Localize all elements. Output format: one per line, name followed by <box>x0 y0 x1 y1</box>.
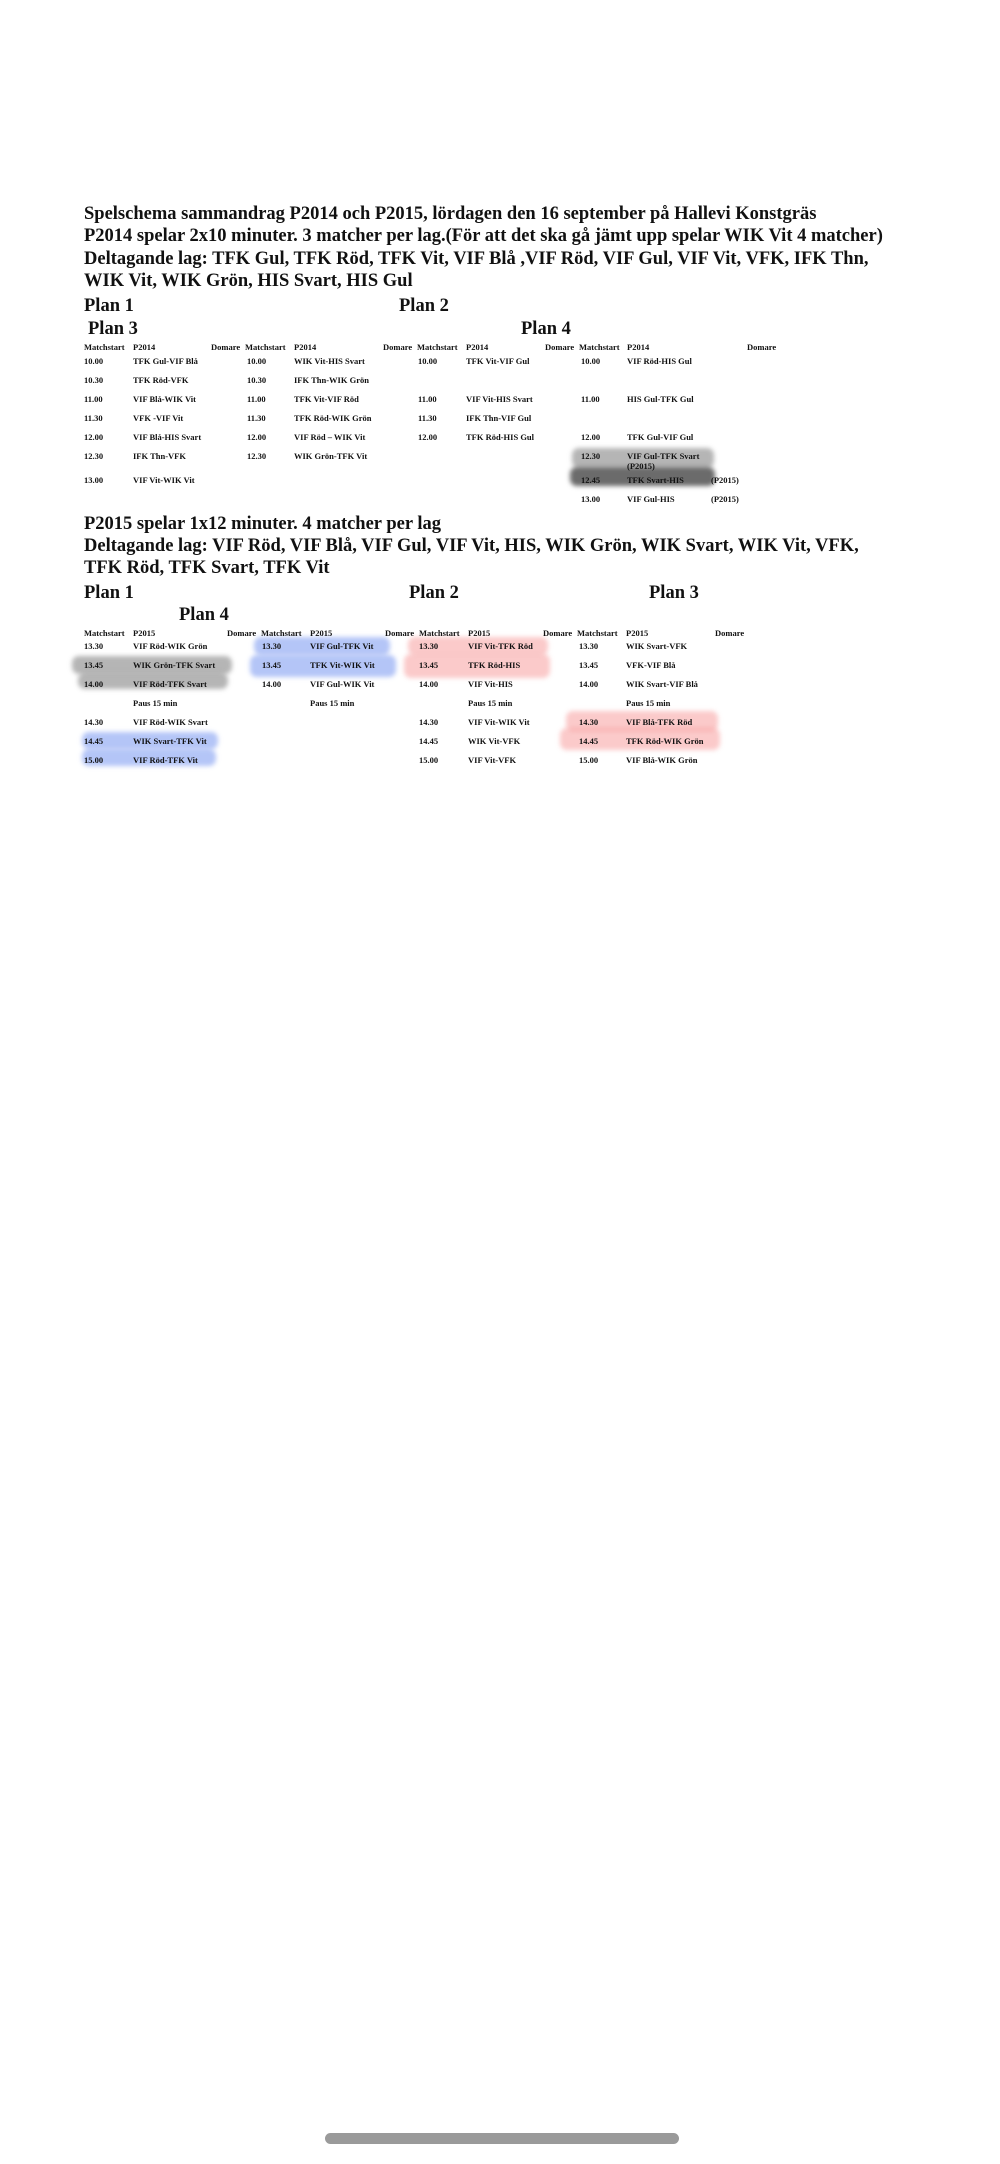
match-name: WIK Grön-TFK Svart <box>133 660 216 670</box>
match-name: TFK Röd-HIS Gul <box>466 432 535 442</box>
match-time: 13.30 <box>579 641 599 651</box>
match-time: 11.30 <box>84 413 103 423</box>
p2014-hdr-group-3: P2014 <box>466 342 489 352</box>
p2015-teams-line2: TFK Röd, TFK Svart, TFK Vit <box>84 558 330 578</box>
p2014-hdr-group-2: P2014 <box>294 342 317 352</box>
match-time: 14.45 <box>579 736 599 746</box>
p2015-plan-1-label: Plan 1 <box>84 583 134 603</box>
match-name: VIF Vit-WIK Vit <box>133 475 195 485</box>
match-time: 12.30 <box>84 451 104 461</box>
match-time: 11.00 <box>418 394 437 404</box>
p2014-hdr-group-1: P2014 <box>133 342 156 352</box>
match-time: 10.00 <box>581 356 601 366</box>
match-name: TFK Vit-VIF Röd <box>294 394 359 404</box>
match-name: VIF Vit-VFK <box>468 755 517 765</box>
match-name: VIF Gul-HIS <box>627 494 675 504</box>
p2014-plan-3-label: Plan 3 <box>88 319 138 339</box>
match-time: 11.30 <box>247 413 266 423</box>
match-name: TFK Vit-WIK Vit <box>310 660 375 670</box>
match-name: TFK Röd-VFK <box>133 375 189 385</box>
match-name: VIF Vit-TFK Röd <box>468 641 533 651</box>
match-name: VIF Vit-HIS Svart <box>466 394 533 404</box>
match-time: 14.30 <box>419 717 439 727</box>
p2015-plan-3-label: Plan 3 <box>649 583 699 603</box>
match-name: IFK Thn-VIF Gul <box>466 413 532 423</box>
match-name: VIF Röd-HIS Gul <box>627 356 692 366</box>
match-name: VIF Röd-WIK Grön <box>133 641 208 651</box>
pause-label: Paus 15 min <box>468 698 513 708</box>
match-name: WIK Svart-TFK Vit <box>133 736 207 746</box>
match-name: VIF Blå-WIK Vit <box>133 394 196 404</box>
match-name: TFK Gul-VIF Blå <box>133 356 198 366</box>
match-time: 13.30 <box>84 641 104 651</box>
p2014-hdr-domare-1: Domare <box>211 342 241 352</box>
match-time: 13.00 <box>581 494 601 504</box>
p2014-hdr-domare-4: Domare <box>747 342 777 352</box>
match-time: 15.00 <box>579 755 599 765</box>
match-time: 15.00 <box>419 755 439 765</box>
match-name: VIF Blå-TFK Röd <box>626 717 693 727</box>
p2014-info: P2014 spelar 2x10 minuter. 3 matcher per lag.(För att det ska gå jämt upp spelar WIK Vit 4 matcher) <box>84 226 883 246</box>
match-name: VIF Gul-TFK Svart <box>627 451 700 461</box>
p2015-hdr-domare-4: Domare <box>715 628 745 638</box>
match-name: WIK Svart-VIF Blå <box>626 679 698 689</box>
match-time: 10.00 <box>84 356 104 366</box>
match-name: TFK Röd-WIK Grön <box>294 413 372 423</box>
match-time: 15.00 <box>84 755 104 765</box>
match-time: 14.00 <box>579 679 599 689</box>
match-name: TFK Svart-HIS <box>627 475 684 485</box>
match-time: 14.00 <box>419 679 439 689</box>
p2014-hdr-matchstart-4: Matchstart <box>579 342 620 352</box>
p2014-hdr-domare-3: Domare <box>545 342 575 352</box>
p2015-hdr-group-3: P2015 <box>468 628 491 638</box>
match-name: VFK-VIF Blå <box>626 660 676 670</box>
match-time: 10.00 <box>418 356 438 366</box>
p2014-hdr-matchstart-3: Matchstart <box>417 342 458 352</box>
p2014-teams-line2: WIK Vit, WIK Grön, HIS Svart, HIS Gul <box>84 271 413 291</box>
p2015-hdr-matchstart-1: Matchstart <box>84 628 125 638</box>
p2015-hdr-group-4: P2015 <box>626 628 649 638</box>
p2015-note: (P2015) <box>711 475 739 485</box>
match-time: 12.00 <box>84 432 104 442</box>
match-name: VIF Gul-TFK Vit <box>310 641 374 651</box>
match-time: 12.00 <box>418 432 438 442</box>
p2015-teams-line1: Deltagande lag: VIF Röd, VIF Blå, VIF Gul, VIF Vit, HIS, WIK Grön, WIK Svart, WIK Vit, VFK, <box>84 536 859 556</box>
p2015-plan-2-label: Plan 2 <box>409 583 459 603</box>
match-name: HIS Gul-TFK Gul <box>627 394 694 404</box>
match-time: 11.30 <box>418 413 437 423</box>
match-name: VIF Blå-WIK Grön <box>626 755 698 765</box>
match-name: WIK Grön-TFK Vit <box>294 451 368 461</box>
p2015-info: P2015 spelar 1x12 minuter. 4 matcher per lag <box>84 514 441 534</box>
match-time: 13.30 <box>262 641 282 651</box>
match-name: VIF Röd-WIK Svart <box>133 717 208 727</box>
match-time: 11.00 <box>581 394 600 404</box>
pause-label: Paus 15 min <box>626 698 671 708</box>
match-name: VIF Vit-HIS <box>468 679 513 689</box>
match-time: 14.00 <box>84 679 104 689</box>
match-name: VIF Gul-WIK Vit <box>310 679 375 689</box>
match-time: 11.00 <box>84 394 103 404</box>
p2015-hdr-matchstart-4: Matchstart <box>577 628 618 638</box>
p2015-hdr-group-1: P2015 <box>133 628 156 638</box>
match-time: 14.45 <box>84 736 104 746</box>
match-name: VIF Blå-HIS Svart <box>133 432 202 442</box>
match-name: WIK Svart-VFK <box>626 641 688 651</box>
match-time: 12.45 <box>581 475 601 485</box>
match-name: TFK Röd-HIS <box>468 660 521 670</box>
match-name: VIF Röd-TFK Svart <box>133 679 207 689</box>
p2014-hdr-matchstart-1: Matchstart <box>84 342 125 352</box>
pause-label: Paus 15 min <box>133 698 178 708</box>
p2015-hdr-matchstart-3: Matchstart <box>419 628 460 638</box>
match-time: 13.30 <box>419 641 439 651</box>
pause-label: Paus 15 min <box>310 698 355 708</box>
match-time: 14.30 <box>84 717 104 727</box>
match-time: 13.45 <box>262 660 282 670</box>
p2015-plan-4-label: Plan 4 <box>179 605 229 625</box>
p2015-note: (P2015) <box>711 494 739 504</box>
page-title: Spelschema sammandrag P2014 och P2015, lördagen den 16 september på Hallevi Konstgräs <box>84 204 817 224</box>
match-name: WIK Vit-HIS Svart <box>294 356 365 366</box>
p2015-hdr-matchstart-2: Matchstart <box>261 628 302 638</box>
p2014-plan-4-label: Plan 4 <box>521 319 571 339</box>
match-name: TFK Vit-VIF Gul <box>466 356 530 366</box>
p2015-note: (P2015) <box>627 461 655 471</box>
match-time: 14.30 <box>579 717 599 727</box>
match-time: 12.00 <box>247 432 267 442</box>
p2014-plan-2-label: Plan 2 <box>399 296 449 316</box>
match-time: 14.00 <box>262 679 282 689</box>
p2015-hdr-group-2: P2015 <box>310 628 333 638</box>
p2014-hdr-domare-2: Domare <box>383 342 413 352</box>
match-name: VFK -VIF Vit <box>133 413 184 423</box>
p2014-hdr-group-4: P2014 <box>627 342 650 352</box>
match-time: 10.30 <box>84 375 104 385</box>
match-name: IFK Thn-VFK <box>133 451 186 461</box>
match-time: 12.00 <box>581 432 601 442</box>
p2014-teams-line1: Deltagande lag: TFK Gul, TFK Röd, TFK Vit, VIF Blå ,VIF Röd, VIF Gul, VIF Vit, VFK, IFK Thn, <box>84 249 869 269</box>
match-name: WIK Vit-VFK <box>468 736 521 746</box>
match-time: 13.45 <box>84 660 104 670</box>
match-name: VIF Vit-WIK Vit <box>468 717 530 727</box>
home-indicator[interactable] <box>325 2133 679 2144</box>
p2014-hdr-matchstart-2: Matchstart <box>245 342 286 352</box>
match-time: 13.45 <box>579 660 599 670</box>
match-name: VIF Röd – WIK Vit <box>294 432 366 442</box>
p2015-hdr-domare-2: Domare <box>385 628 415 638</box>
match-time: 12.30 <box>247 451 267 461</box>
match-time: 10.00 <box>247 356 267 366</box>
match-time: 13.45 <box>419 660 439 670</box>
p2014-plan-1-label: Plan 1 <box>84 296 134 316</box>
match-name: TFK Gul-VIF Gul <box>627 432 694 442</box>
match-name: TFK Röd-WIK Grön <box>626 736 704 746</box>
match-name: IFK Thn-WIK Grön <box>294 375 369 385</box>
p2015-hdr-domare-3: Domare <box>543 628 573 638</box>
match-name: VIF Röd-TFK Vit <box>133 755 198 765</box>
match-time: 13.00 <box>84 475 104 485</box>
match-time: 11.00 <box>247 394 266 404</box>
match-time: 14.45 <box>419 736 439 746</box>
match-time: 10.30 <box>247 375 267 385</box>
match-time: 12.30 <box>581 451 601 461</box>
p2015-hdr-domare-1: Domare <box>227 628 257 638</box>
